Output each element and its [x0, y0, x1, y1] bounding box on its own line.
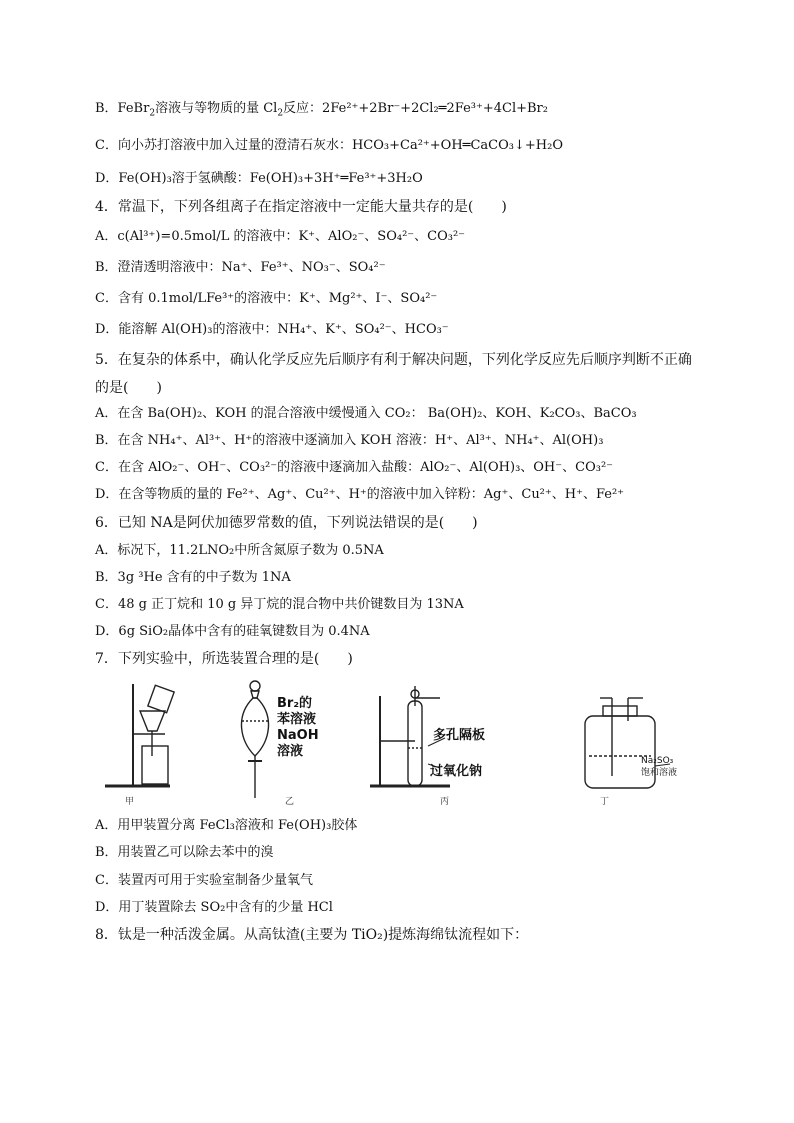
q8-stem: 8．钛是一种活泼金属。从高钛渣(主要为 TiO₂)提炼海绵钛流程如下：: [95, 927, 529, 943]
q7-stem: 7．下列实验中，所选装置合理的是( ): [95, 651, 353, 667]
label-naoh: NaOH: [277, 728, 319, 743]
q6-option-c: C．48 g 正丁烷和 10 g 异丁烷的混合物中共价键数目为 13NA: [95, 597, 464, 612]
q3-option-c: C．向小苏打溶液中加入过量的澄清石灰水：HCO₃+Ca²⁺+OH═CaCO₃↓+H₂O: [95, 138, 563, 153]
label-porous-plate: 多孔隔板: [433, 728, 486, 743]
q5-option-a: A．在含 Ba(OH)₂、KOH 的混合溶液中缓慢通入 CO₂： Ba(OH)₂、KOH、K₂CO₃、BaCO₃: [95, 406, 637, 421]
q7-option-a: A．用甲装置分离 FeCl₃溶液和 Fe(OH)₃胶体: [95, 818, 358, 833]
q4-option-b: B．澄清透明溶液中：Na⁺、Fe³⁺、NO₃⁻、SO₄²⁻: [95, 260, 386, 275]
q3-option-b: [95, 101, 548, 117]
q3-option-d: D．Fe(OH)₃溶于氢碘酸：Fe(OH)₃+3H⁺═Fe³⁺+3H₂O: [95, 171, 423, 186]
label-solution: 溶液: [277, 744, 304, 759]
q5-option-d: D．在含等物质的量的 Fe²⁺、Ag⁺、Cu²⁺、H⁺的溶液中加入锌粉：Ag⁺、Cu²⁺、H⁺、Fe²⁺: [95, 487, 625, 502]
apparatus-drawing: [95, 676, 715, 808]
label-br2: Br₂的: [277, 696, 313, 711]
label-saturated: 饱和溶液: [641, 768, 678, 778]
label-sodium-peroxide: 过氧化钠: [430, 764, 483, 779]
q4-option-c: C．含有 0.1mol/LFe³⁺的溶液中：K⁺、Mg²⁺、I⁻、SO₄²⁻: [95, 291, 438, 306]
caption-yi: 乙: [285, 797, 295, 807]
q6-option-a: A．标况下，11.2LNO₂中所含氮原子数为 0.5NA: [95, 543, 384, 558]
caption-jia: 甲: [125, 797, 135, 807]
q3-b-sub1: 2: [149, 108, 156, 119]
caption-ding: 丁: [600, 797, 610, 807]
q5-option-c: C．在含 AlO₂⁻、OH⁻、CO₃²⁻的溶液中逐滴加入盐酸：AlO₂⁻、Al(OH)₃、OH⁻、CO₃²⁻: [95, 460, 614, 475]
q6-option-d: D．6g SiO₂晶体中含有的硅氧键数目为 0.4NA: [95, 624, 370, 639]
caption-bing: 丙: [440, 797, 450, 807]
q5-option-b: B．在含 NH₄⁺、Al³⁺、H⁺的溶液中逐滴加入 KOH 溶液：H⁺、Al³⁺、NH₄⁺、Al(OH)₃: [95, 433, 604, 448]
q5-stem-line2: 的是( ): [95, 380, 162, 396]
q3-b-sub2: 2: [277, 108, 284, 119]
q3-b-mid: 溶液与等物质的量 Cl: [155, 101, 278, 116]
q3-b-eq: 反应：2Fe²⁺+2Br⁻+2Cl₂═2Fe³⁺+4Cl+Br₂: [283, 101, 548, 116]
label-na2so3: Na₂SO₃: [641, 756, 674, 766]
q5-stem-line1: 5．在复杂的体系中，确认化学反应先后顺序有利于解决问题，下列化学反应先后顺序判断不正确: [95, 352, 692, 368]
q7-option-d: D．用丁装置除去 SO₂中含有的少量 HCl: [95, 900, 333, 915]
label-benzene: 苯溶液: [277, 712, 317, 727]
q4-stem: 4．常温下，下列各组离子在指定溶液中一定能大量共存的是( ): [95, 199, 507, 215]
q6-option-b: B．3g ³He 含有的中子数为 1NA: [95, 570, 291, 585]
q4-option-d: D．能溶解 Al(OH)₃的溶液中：NH₄⁺、K⁺、SO₄²⁻、HCO₃⁻: [95, 322, 449, 337]
q6-stem: 6．已知 NA是阿伏加德罗常数的值，下列说法错误的是( ): [95, 515, 478, 531]
q3-b-pre: B．FeBr: [95, 101, 150, 116]
apparatus-figure: [95, 676, 715, 808]
q4-option-a: A．c(Al³⁺)=0.5mol/L 的溶液中：K⁺、AlO₂⁻、SO₄²⁻、CO₃²⁻: [95, 229, 466, 244]
q7-option-b: B．用装置乙可以除去苯中的溴: [95, 845, 274, 860]
q7-option-c: C．装置丙可用于实验室制备少量氧气: [95, 873, 313, 888]
